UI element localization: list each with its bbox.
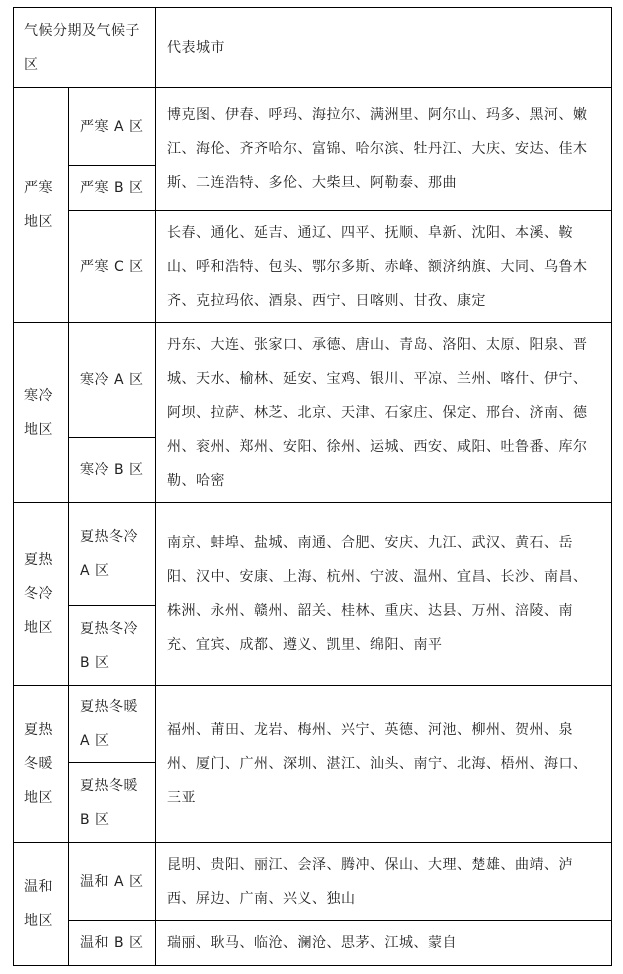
cities-mild-a: 昆明、贵阳、丽江、会泽、腾冲、保山、大理、楚雄、曲靖、泸西、屏边、广南、兴义、独山 <box>167 856 573 907</box>
cities-severe-ab: 博克图、伊春、呼玛、海拉尔、满洲里、阿尔山、玛多、黑河、嫩江、海伦、齐齐哈尔、富锦、哈尔滨、牡丹江、大庆、安达、佳木斯、二连浩特、多伦、大柴旦、阿勒泰、那曲 <box>167 107 588 191</box>
header-representative-cities: 代表城市 <box>167 40 225 56</box>
cities-cold: 丹东、大连、张家口、承德、唐山、青岛、洛阳、太原、阳泉、晋城、天水、榆林、延安、宝鸡、银川、平凉、兰州、喀什、伊宁、阿坝、拉萨、林芝、北京、天津、石家庄、保定、邢台、济南、德州、衮州、郑州、安阳、徐州、运城、西安、咸阳、吐鲁番、库尔勒、哈密 <box>167 336 588 489</box>
subzone-cold-b: 寒冷 B 区 <box>80 462 144 478</box>
header-climate-zone: 气候分期及气候子区 <box>24 23 140 73</box>
subzone-severe-a: 严寒 A 区 <box>80 118 144 135</box>
subzone-mild-b: 温和 B 区 <box>80 935 144 951</box>
table-border-left <box>13 7 14 966</box>
subzone-severe-c: 严寒 C 区 <box>80 258 144 275</box>
table-border-bottom <box>13 965 612 966</box>
cities-hscw: 南京、蚌埠、盐城、南通、合肥、安庆、九江、武汉、黄石、岳阳、汉中、安康、上海、杭州、宁波、温州、宜昌、长沙、南昌、株洲、永州、赣州、韶关、桂林、重庆、达县、万州、涪陵、南充、宜宾、成都、遵义、凯里、绵阳、南平 <box>167 535 588 653</box>
cities-hsww: 福州、莆田、龙岩、梅州、兴宁、英德、河池、柳州、贺州、泉州、厦门、广州、深圳、湛江、汕头、南宁、北海、梧州、海口、三亚 <box>167 722 588 806</box>
zone-hot-summer-warm-winter: 夏热冬暖地区 <box>24 722 53 806</box>
zone-cold: 寒冷地区 <box>24 387 53 438</box>
col-divider-zone <box>68 87 69 966</box>
col-divider-main <box>155 7 156 966</box>
subzone-hscw-a: 夏热冬冷 A 区 <box>80 529 138 579</box>
subzone-hsww-b: 夏热冬暖 B 区 <box>80 777 138 828</box>
climate-zone-table <box>13 7 612 966</box>
subzone-mild-a: 温和 A 区 <box>80 873 144 890</box>
zone-severe-cold: 严寒地区 <box>24 180 53 230</box>
subzone-hsww-a: 夏热冬暖 A 区 <box>80 699 138 749</box>
subzone-cold-a: 寒冷 A 区 <box>80 372 144 388</box>
table-border-right <box>611 7 612 966</box>
cities-severe-c: 长春、通化、延吉、通辽、四平、抚顺、阜新、沈阳、本溪、鞍山、呼和浩特、包头、鄂尔多斯、赤峰、额济纳旗、大同、乌鲁木齐、克拉玛依、酒泉、西宁、日喀则、甘孜、康定 <box>167 224 588 309</box>
zone-mild: 温和地区 <box>24 879 53 929</box>
zone-hot-summer-cold-winter: 夏热冬冷地区 <box>24 552 53 636</box>
cities-mild-b: 瑞丽、耿马、临沧、澜沧、思茅、江城、蒙自 <box>167 935 457 951</box>
subzone-severe-b: 严寒 B 区 <box>80 180 144 196</box>
subzone-hscw-b: 夏热冬冷 B 区 <box>80 620 138 671</box>
table-border-top <box>13 7 612 8</box>
